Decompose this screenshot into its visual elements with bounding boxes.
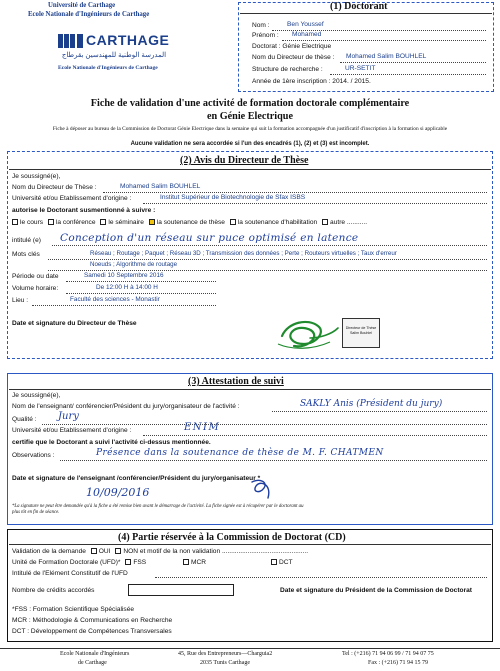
attestation-title: (3) Attestation de suivi: [188, 376, 284, 387]
doctorant-structure-line: [330, 74, 486, 75]
avis-volume-line: [66, 293, 216, 294]
avis-univ-line: [143, 203, 487, 204]
doctorant-prenom-label: Prénom :: [252, 32, 279, 39]
school-name: Ecole Nationale d'Ingénieurs de Carthage: [28, 11, 150, 18]
commission-unite-dct: [268, 559, 293, 566]
avis-periode-label: Période ou date: [12, 273, 59, 280]
doctorant-annee-label: Année de 1ère inscription : 2014. / 2015.: [252, 78, 371, 85]
avis-lieu-value[interactable]: Faculté des sciences - Monastir: [70, 296, 160, 303]
commission-validation-label: Validation de la demande: [12, 548, 86, 555]
attestation-date-value[interactable]: 10/09/2016: [86, 486, 150, 499]
doctorant-directeur-value[interactable]: Mohamed Salim BOUHLEL: [346, 53, 427, 60]
attestation-note: *La signature ne peut être demandée qu'à la fiche a été remise bien avant le démarrage de l'activité. La fiche signée est à récupérer par le doctorant au plus tôt en fin de séance.: [12, 504, 304, 516]
attestation-univ-value[interactable]: ENIM: [184, 422, 221, 433]
attestation-qualite-line: [42, 424, 487, 425]
footer-col3-line1: Tel : (+216) 71 94 06 99 / 71 94 07 75: [342, 651, 434, 657]
doctorant-directeur-label: Nom du Directeur de thèse :: [252, 54, 335, 61]
avis-mots-label: Mots clés: [12, 251, 40, 258]
commission-box: [7, 529, 493, 642]
avis-mots-line-1: [48, 259, 487, 260]
logo-text: CARTHAGE: [86, 32, 170, 48]
doctorant-nom-value[interactable]: Ben Youssef: [287, 21, 324, 28]
validation-oui-checkbox[interactable]: [91, 548, 97, 554]
attestation-title-rule: [9, 389, 491, 390]
commission-validation-row: [12, 548, 308, 555]
avis-periode-line: [66, 281, 216, 282]
footer-col1-line1: Ecole Nationale d'Ingénieurs: [60, 651, 130, 657]
attestation-certifie: certifie que le Doctorant a suivi l'activité ci-dessus mentionnée.: [12, 439, 211, 446]
commission-legend-mcr: MCR : Méthodologie & Communications en Recherche: [12, 617, 173, 624]
option-soutenance-habilitation-label: la soutenance d'habilitation: [237, 219, 318, 226]
commission-legend-dct: DCT : Développement de Compétences Transversales: [12, 628, 172, 635]
blue-signature-icon: [238, 476, 288, 504]
unite-fss-label: FSS: [133, 559, 147, 566]
unite-mcr-checkbox[interactable]: [183, 559, 189, 565]
avis-mots-value-1[interactable]: Réseau ; Routage ; Paquet ; Réseau 3D ; Transmission des données ; Perte ; Routeurs virtuelles ; Taux d'erreur: [90, 250, 397, 257]
attestation-date-label: Date et signature de l'enseignant /conférencier/Président du jury/organisateur *: [12, 475, 261, 482]
doctorant-title: (1) Doctorant: [330, 1, 388, 12]
attestation-univ-line: [143, 435, 487, 436]
commission-intitule-label: Intitulé de l'Elément Constitutif de l'UFD: [12, 570, 128, 577]
attestation-obs-value[interactable]: Présence dans la soutenance de thèse de M. F. CHATMEN: [96, 448, 384, 458]
form-title-line1: Fiche de validation d'une activité de formation doctorale complémentaire: [90, 98, 410, 109]
commission-title: (4) Partie réservée à la Commission de Doctorat (CD): [118, 532, 346, 543]
attestation-nom-line: [272, 411, 487, 412]
option-autre-label: autre ...........: [330, 219, 368, 226]
university-name: Université de Carthage: [48, 2, 116, 9]
option-conference-checkbox[interactable]: [48, 219, 54, 225]
attestation-soussigne: Je soussigné(e),: [12, 392, 61, 399]
avis-intitule-line: [52, 245, 487, 246]
footer-col2-line2: 2035 Tunis Carthage: [200, 660, 251, 666]
attestation-nom-label: Nom de l'enseignant/ conférencier/Président du jury/organisateur de l'activité :: [12, 403, 240, 410]
option-seminaire-label: le séminaire: [108, 219, 144, 226]
avis-intitule-label: intitulé (e): [12, 237, 41, 244]
attestation-signature: [238, 476, 288, 504]
avis-title-rule: [9, 169, 491, 170]
commission-title-rule: [9, 544, 491, 545]
footer-rule: [0, 648, 500, 649]
avis-directeur-line: [103, 192, 487, 193]
form-instruction: Fiche à déposer au bureau de la Commission de Doctorat Génie Electrique dans la semaine qui suit la formation accompagnée d'un justificatif d'inscription à la formation si applicable: [52, 126, 448, 132]
attestation-obs-label: Observations :: [12, 452, 55, 459]
avis-periode-value[interactable]: Samedi 10 Septembre 2016: [84, 272, 164, 279]
credits-input[interactable]: [128, 584, 234, 596]
commission-unite-label: Unité de Formation Doctorale (UFD)*: [12, 559, 121, 566]
option-soutenance-these-label: la soutenance de thèse: [156, 219, 225, 226]
option-seminaire-checkbox[interactable]: [100, 219, 106, 225]
avis-title: (2) Avis du Directeur de Thèse: [180, 155, 309, 166]
footer-col2-line1: 45, Rue des Entrepreneurs—Charguia2: [178, 651, 273, 657]
commission-signature-label: Date et signature du Président de la Commission de Doctorat: [280, 587, 472, 594]
commission-legend-fss: *FSS : Formation Scientifique Spécialisée: [12, 606, 135, 613]
doctorant-doctorat-label: Doctorat : Génie Electrique: [252, 43, 332, 50]
avis-univ-value[interactable]: Institut Supérieur de Biotechnologie de Sfax ISBS: [160, 194, 306, 201]
avis-volume-label: Volume horaire:: [12, 285, 59, 292]
unite-dct-checkbox[interactable]: [271, 559, 277, 565]
doctorant-directeur-line: [340, 62, 486, 63]
avis-intitule-value[interactable]: Conception d'un réseau sur puce optimisé en latence: [60, 232, 359, 244]
option-soutenance-these-checkbox[interactable]: [149, 219, 155, 225]
avis-mots-line-2: [48, 270, 487, 271]
attestation-nom-value[interactable]: SAKLY Anis (Président du jury): [300, 399, 443, 409]
doctorant-title-rule: [240, 13, 492, 14]
option-soutenance-habilitation-checkbox[interactable]: [230, 219, 236, 225]
attestation-qualite-label: Qualité :: [12, 416, 37, 423]
doctorant-prenom-line: [282, 40, 486, 41]
option-autre-checkbox[interactable]: [322, 219, 328, 225]
doctorant-prenom-value[interactable]: Mohamed: [292, 31, 322, 38]
commission-unite-mcr: [180, 559, 206, 566]
footer-col3-line2: Fax : (+216) 71 94 15 79: [368, 660, 429, 666]
unite-mcr-label: MCR: [191, 559, 207, 566]
avis-soussigne: Je soussigné(e),: [12, 173, 61, 180]
validation-non-label: NON et motif de la non validation ...............................................: [123, 548, 309, 555]
option-conference-label: la conférence: [55, 219, 96, 226]
commission-unite-row: [12, 559, 146, 566]
commission-credits-label: Nombre de crédits accordés: [12, 587, 95, 594]
avis-lieu-line: [32, 305, 216, 306]
green-signature-icon: [272, 314, 342, 354]
attestation-qualite-value[interactable]: Jury: [58, 411, 79, 422]
doctorant-structure-value[interactable]: UR-SETIT: [345, 65, 376, 72]
director-signature: [272, 314, 342, 354]
doctorant-structure-label: Structure de recherche :: [252, 66, 323, 73]
avis-volume-value[interactable]: De 12:00 H à 14:00 H: [96, 284, 158, 291]
avis-signature-label: Date et signature du Directeur de Thèse: [12, 320, 137, 327]
unite-dct-label: DCT: [279, 559, 293, 566]
footer-col1-line2: de Carthage: [78, 660, 107, 666]
logo-subtitle: Ecole Nationale d'Ingénieurs de Carthage: [58, 65, 158, 71]
validation-oui-label: OUI: [98, 548, 111, 555]
option-cours-label: le cours: [20, 219, 44, 226]
form-title-line2: en Génie Electrique: [206, 111, 293, 122]
form-warning: Aucune validation ne sera accordée si l'un des encadrés (1), (2) et (3) est incomplet.: [130, 141, 370, 147]
commission-intitule-line: [155, 577, 487, 578]
option-cours-checkbox[interactable]: [12, 219, 18, 225]
doctorant-nom-label: Nom :: [252, 22, 270, 29]
avis-directeur-value[interactable]: Mohamed Salim BOUHLEL: [120, 183, 201, 190]
unite-fss-checkbox[interactable]: [125, 559, 131, 565]
avis-options: [9, 219, 367, 226]
stamp-text: Directeur de Thèse Salim Bouhlel: [345, 326, 377, 335]
avis-lieu-label: Lieu :: [12, 297, 29, 304]
avis-directeur-label: Nom du Directeur de Thèse :: [12, 184, 97, 191]
director-stamp: [342, 318, 380, 348]
attestation-obs-line: [60, 460, 487, 461]
avis-mots-value-2[interactable]: Noeuds ; Algorithme de routage: [90, 261, 178, 268]
attestation-univ-label: Université et/ou Etablissement d'origine :: [12, 427, 132, 434]
validation-non-checkbox[interactable]: [115, 548, 121, 554]
avis-univ-label: Université et/ou Etablissement d'origine :: [12, 195, 132, 202]
avis-autorise: autorise le Doctorant susmentionné à suivre :: [12, 207, 156, 214]
logo-arabic: المدرسة الوطنية للمهندسين بقرطاج: [61, 52, 167, 59]
